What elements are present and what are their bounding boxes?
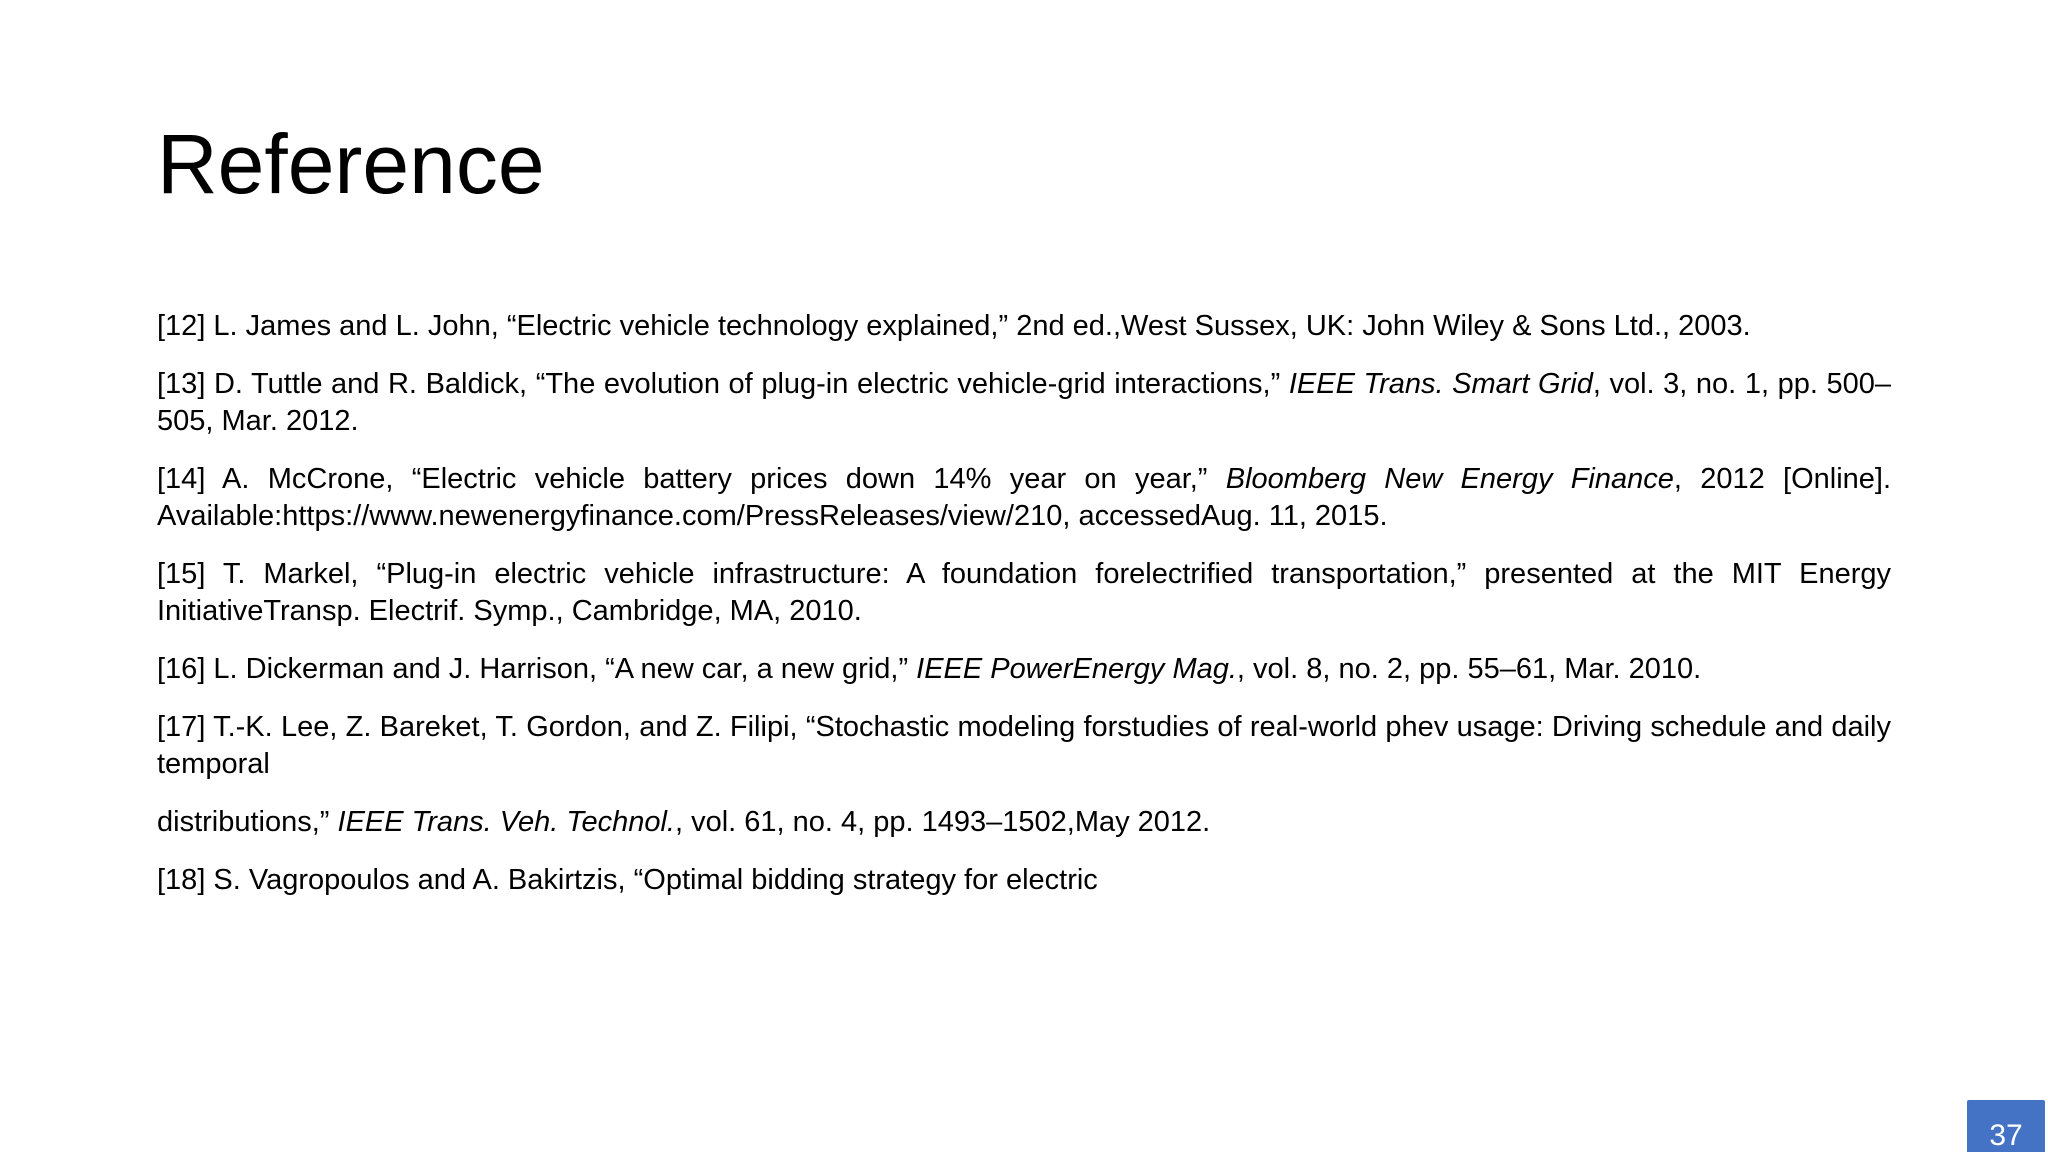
reference-text: [16] L. Dickerman and J. Harrison, “A new car, a new grid,”	[157, 653, 917, 685]
reference-text: [18] S. Vagropoulos and A. Bakirtzis, “Optimal bidding strategy for electric	[157, 864, 1098, 896]
page-number-badge: 37	[1967, 1100, 2045, 1152]
reference-text: [17] T.-K. Lee, Z. Bareket, T. Gordon, and Z. Filipi, “Stochastic modeling forstudies of real-world phev usage: Driving schedule and daily temporal	[157, 711, 1891, 780]
reference-details: , vol. 3, no. 1, pp. 500–505, Mar. 2012.	[157, 368, 1891, 437]
reference-venue: IEEE Trans. Smart Grid	[1288, 368, 1593, 400]
reference-details: , vol. 61, no. 4, pp. 1493–1502,May 2012.	[674, 806, 1211, 838]
reference-venue: IEEE Trans. Veh. Technol.	[337, 806, 675, 838]
reference-item-12	[157, 308, 1891, 345]
reference-item-15	[157, 556, 1891, 630]
reference-text: [14] A. McCrone, “Electric vehicle battery prices down 14% year on year,”	[157, 463, 1226, 495]
reference-details: , vol. 8, no. 2, pp. 55–61, Mar. 2010.	[1236, 653, 1702, 685]
reference-list	[157, 308, 1891, 920]
reference-text: [15] T. Markel, “Plug-in electric vehicle infrastructure: A foundation forelectrified transportation,” presented at the MIT Energy InitiativeTransp. Electrif. Symp., Cambridge, MA, 2010.	[157, 558, 1891, 627]
reference-venue: IEEE PowerEnergy Mag.	[916, 653, 1237, 685]
reference-item-13	[157, 366, 1891, 440]
reference-item-17-continued	[157, 804, 1891, 841]
reference-item-18	[157, 862, 1891, 899]
reference-item-17	[157, 709, 1891, 783]
reference-text: [12] L. James and L. John, “Electric vehicle technology explained,” 2nd ed.,West Sussex, UK: John Wiley & Sons Ltd., 2003.	[157, 310, 1751, 342]
page-title: Reference	[157, 117, 545, 211]
reference-details: , 2012 [Online]. Available:https://www.newenergyfinance.com/PressReleases/view/210, accessedAug. 11, 2015.	[157, 463, 1892, 532]
reference-item-14	[157, 461, 1891, 535]
reference-text: [13] D. Tuttle and R. Baldick, “The evolution of plug-in electric vehicle-grid interactions,”	[157, 368, 1289, 400]
reference-venue: Bloomberg New Energy Finance	[1225, 463, 1674, 495]
reference-text: distributions,”	[157, 806, 338, 838]
reference-item-16	[157, 651, 1891, 688]
